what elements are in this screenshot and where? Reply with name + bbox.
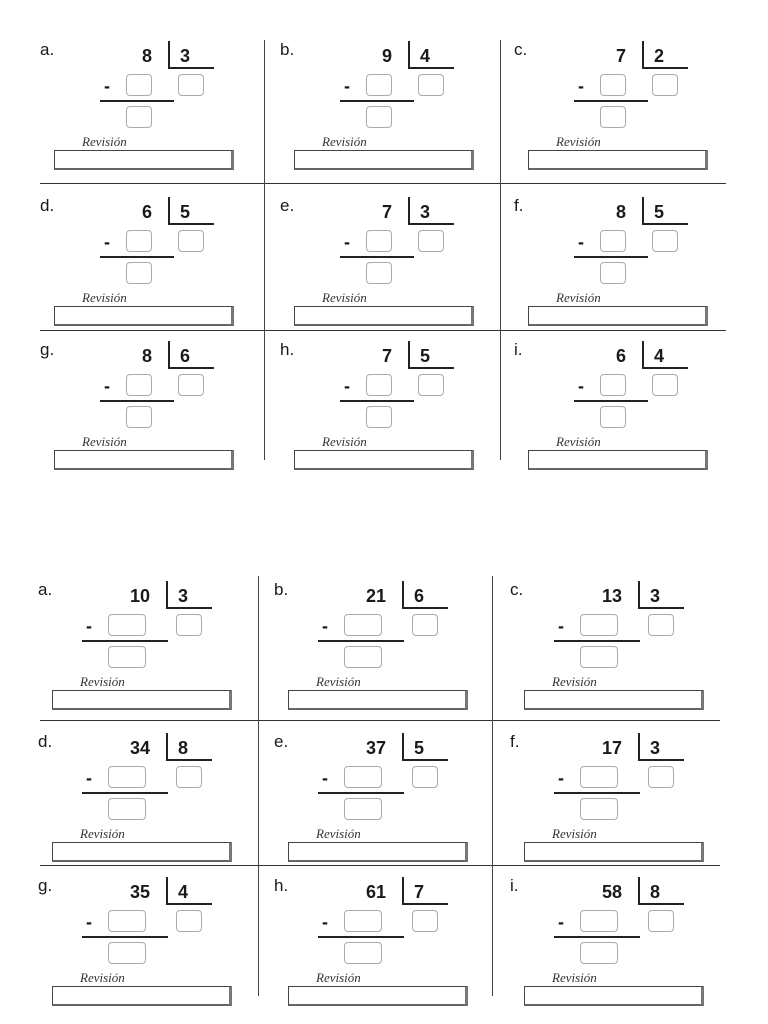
minus-sign: - [558,616,564,636]
worksheet-single-digit [0,0,768,470]
quotient-answer-box[interactable] [648,614,674,636]
minus-sign: - [322,912,328,932]
revision-answer-field[interactable] [528,150,708,170]
quotient-answer-box[interactable] [178,374,204,396]
division-bracket [402,581,448,609]
revision-answer-field[interactable] [288,986,468,1006]
revision-label: Revisión [552,826,597,841]
revision-answer-field[interactable] [54,150,234,170]
minus-sign: - [344,76,350,96]
revision-answer-field[interactable] [54,306,234,326]
remainder-answer-box[interactable] [126,106,152,128]
division-problem [514,196,754,342]
remainder-answer-box[interactable] [344,646,382,668]
subtraction-line [100,400,174,402]
subtrahend-answer-box[interactable] [108,910,146,932]
subtraction-line [340,400,414,402]
quotient-answer-box[interactable] [648,766,674,788]
subtraction-line [574,100,648,102]
revision-answer-field[interactable] [524,986,704,1006]
problem-letter: i. [510,876,519,895]
subtraction-line [82,936,168,938]
division-problem [510,580,750,726]
dividend: 61 [365,882,386,902]
quotient-answer-box[interactable] [652,230,678,252]
subtraction-line [340,100,414,102]
problem-letter: f. [510,732,520,751]
division-bracket [166,733,212,761]
division-problem [40,340,280,486]
problem-letter: h. [274,876,289,895]
subtraction-line [554,640,640,642]
divisor: 8 [650,882,661,902]
problem-letter: g. [38,876,53,895]
dividend: 13 [601,586,622,606]
division-bracket [642,41,688,69]
subtrahend-answer-box[interactable] [344,614,382,636]
quotient-answer-box[interactable] [412,614,438,636]
remainder-answer-box[interactable] [366,406,392,428]
remainder-answer-box[interactable] [344,798,382,820]
division-problem [280,40,520,186]
revision-answer-field[interactable] [52,842,232,862]
revision-label: Revisión [322,290,367,305]
revision-label: Revisión [316,826,361,841]
minus-sign: - [104,76,110,96]
dividend: 7 [615,46,626,66]
divisor: 5 [654,202,665,222]
dividend: 58 [601,882,622,902]
dividend: 8 [141,346,152,366]
problem-letter: e. [280,196,295,215]
minus-sign: - [344,376,350,396]
quotient-answer-box[interactable] [176,614,202,636]
subtrahend-answer-box[interactable] [600,74,626,96]
revision-label: Revisión [82,134,127,149]
division-bracket [642,341,688,369]
dividend: 8 [615,202,626,222]
divisor: 4 [178,882,189,902]
minus-sign: - [578,376,584,396]
divisor: 3 [650,586,661,606]
revision-answer-field[interactable] [294,306,474,326]
quotient-answer-box[interactable] [418,74,444,96]
remainder-answer-box[interactable] [344,942,382,964]
dividend: 10 [129,586,150,606]
minus-sign: - [86,616,92,636]
quotient-answer-box[interactable] [418,230,444,252]
revision-answer-field[interactable] [294,150,474,170]
dividend: 35 [129,882,150,902]
subtrahend-answer-box[interactable] [126,374,152,396]
subtrahend-answer-box[interactable] [344,766,382,788]
division-problem [280,340,520,486]
revision-answer-field[interactable] [52,690,232,710]
minus-sign: - [578,76,584,96]
revision-label: Revisión [82,434,127,449]
dividend: 17 [601,738,622,758]
quotient-answer-box[interactable] [418,374,444,396]
revision-label: Revisión [80,674,125,689]
minus-sign: - [104,376,110,396]
quotient-answer-box[interactable] [178,74,204,96]
subtraction-line [100,100,174,102]
problem-letter: f. [514,196,524,215]
subtraction-line [554,936,640,938]
division-problem [38,876,278,1022]
division-bracket [408,41,454,69]
revision-label: Revisión [552,674,597,689]
remainder-answer-box[interactable] [108,798,146,820]
division-problem [510,732,750,878]
division-bracket [638,733,684,761]
revision-answer-field[interactable] [528,306,708,326]
quotient-answer-box[interactable] [178,230,204,252]
minus-sign: - [558,768,564,788]
division-problem [274,732,514,878]
quotient-answer-box[interactable] [176,766,202,788]
subtraction-line [554,792,640,794]
quotient-answer-box[interactable] [412,766,438,788]
subtrahend-answer-box[interactable] [600,374,626,396]
minus-sign: - [104,232,110,252]
subtrahend-answer-box[interactable] [126,74,152,96]
quotient-answer-box[interactable] [412,910,438,932]
subtrahend-answer-box[interactable] [126,230,152,252]
remainder-answer-box[interactable] [366,262,392,284]
problem-letter: d. [40,196,55,215]
subtrahend-answer-box[interactable] [108,614,146,636]
remainder-answer-box[interactable] [580,798,618,820]
problem-letter: a. [40,40,55,59]
dividend: 37 [365,738,386,758]
division-problem [40,196,280,342]
division-bracket [166,581,212,609]
division-bracket [168,341,214,369]
division-bracket [402,733,448,761]
revision-answer-field[interactable] [524,842,704,862]
subtrahend-answer-box[interactable] [580,766,618,788]
division-bracket [168,41,214,69]
dividend: 7 [381,202,392,222]
minus-sign: - [322,768,328,788]
divisor: 6 [414,586,425,606]
division-bracket [408,197,454,225]
subtraction-line [100,256,174,258]
subtraction-line [318,936,404,938]
divisor: 2 [654,46,665,66]
division-bracket [638,581,684,609]
subtraction-line [82,792,168,794]
divisor: 6 [180,346,191,366]
division-problem [40,40,280,186]
minus-sign: - [578,232,584,252]
divisor: 8 [178,738,189,758]
dividend: 9 [381,46,392,66]
dividend: 7 [381,346,392,366]
division-bracket [408,341,454,369]
quotient-answer-box[interactable] [652,374,678,396]
revision-label: Revisión [80,970,125,985]
problem-letter: c. [514,40,528,59]
remainder-answer-box[interactable] [580,942,618,964]
revision-label: Revisión [82,290,127,305]
revision-label: Revisión [322,434,367,449]
division-problem [280,196,520,342]
remainder-answer-box[interactable] [600,406,626,428]
problem-letter: e. [274,732,289,751]
division-problem [514,340,754,486]
subtraction-line [574,400,648,402]
divisor: 3 [420,202,431,222]
revision-answer-field[interactable] [288,690,468,710]
remainder-answer-box[interactable] [600,262,626,284]
problem-letter: g. [40,340,55,359]
remainder-answer-box[interactable] [126,406,152,428]
quotient-answer-box[interactable] [176,910,202,932]
revision-answer-field[interactable] [52,986,232,1006]
divisor: 4 [420,46,431,66]
revision-answer-field[interactable] [524,690,704,710]
subtraction-line [340,256,414,258]
worksheet-two-digit [0,560,768,1024]
divisor: 3 [180,46,191,66]
subtraction-line [318,792,404,794]
division-bracket [638,877,684,905]
revision-label: Revisión [556,290,601,305]
dividend: 6 [141,202,152,222]
division-problem [38,732,278,878]
revision-label: Revisión [316,674,361,689]
revision-label: Revisión [556,134,601,149]
minus-sign: - [322,616,328,636]
problem-letter: c. [510,580,524,599]
division-problem [274,580,514,726]
subtrahend-answer-box[interactable] [366,74,392,96]
subtrahend-answer-box[interactable] [580,910,618,932]
revision-label: Revisión [556,434,601,449]
divisor: 7 [414,882,425,902]
divisor: 4 [654,346,665,366]
revision-label: Revisión [552,970,597,985]
division-bracket [402,877,448,905]
subtrahend-answer-box[interactable] [366,230,392,252]
subtrahend-answer-box[interactable] [580,614,618,636]
divisor: 5 [414,738,425,758]
division-problem [274,876,514,1022]
divisor: 3 [650,738,661,758]
problem-letter: h. [280,340,295,359]
division-problem [38,580,278,726]
division-problem [514,40,754,186]
revision-label: Revisión [322,134,367,149]
problem-letter: d. [38,732,53,751]
revision-label: Revisión [316,970,361,985]
subtraction-line [574,256,648,258]
revision-answer-field[interactable] [528,450,708,470]
remainder-answer-box[interactable] [580,646,618,668]
remainder-answer-box[interactable] [600,106,626,128]
revision-label: Revisión [80,826,125,841]
dividend: 8 [141,46,152,66]
quotient-answer-box[interactable] [652,74,678,96]
minus-sign: - [558,912,564,932]
subtrahend-answer-box[interactable] [344,910,382,932]
dividend: 34 [129,738,150,758]
divisor: 3 [178,586,189,606]
subtrahend-answer-box[interactable] [366,374,392,396]
divisor: 5 [420,346,431,366]
subtrahend-answer-box[interactable] [600,230,626,252]
subtraction-line [318,640,404,642]
division-bracket [166,877,212,905]
problem-letter: b. [274,580,289,599]
dividend: 21 [365,586,386,606]
problem-letter: i. [514,340,523,359]
problem-letter: a. [38,580,53,599]
minus-sign: - [344,232,350,252]
quotient-answer-box[interactable] [648,910,674,932]
remainder-answer-box[interactable] [108,646,146,668]
subtraction-line [82,640,168,642]
revision-answer-field[interactable] [288,842,468,862]
remainder-answer-box[interactable] [366,106,392,128]
division-problem [510,876,750,1022]
problem-letter: b. [280,40,295,59]
remainder-answer-box[interactable] [126,262,152,284]
revision-answer-field[interactable] [54,450,234,470]
division-bracket [168,197,214,225]
dividend: 6 [615,346,626,366]
subtrahend-answer-box[interactable] [108,766,146,788]
minus-sign: - [86,768,92,788]
remainder-answer-box[interactable] [108,942,146,964]
divisor: 5 [180,202,191,222]
division-bracket [642,197,688,225]
minus-sign: - [86,912,92,932]
revision-answer-field[interactable] [294,450,474,470]
